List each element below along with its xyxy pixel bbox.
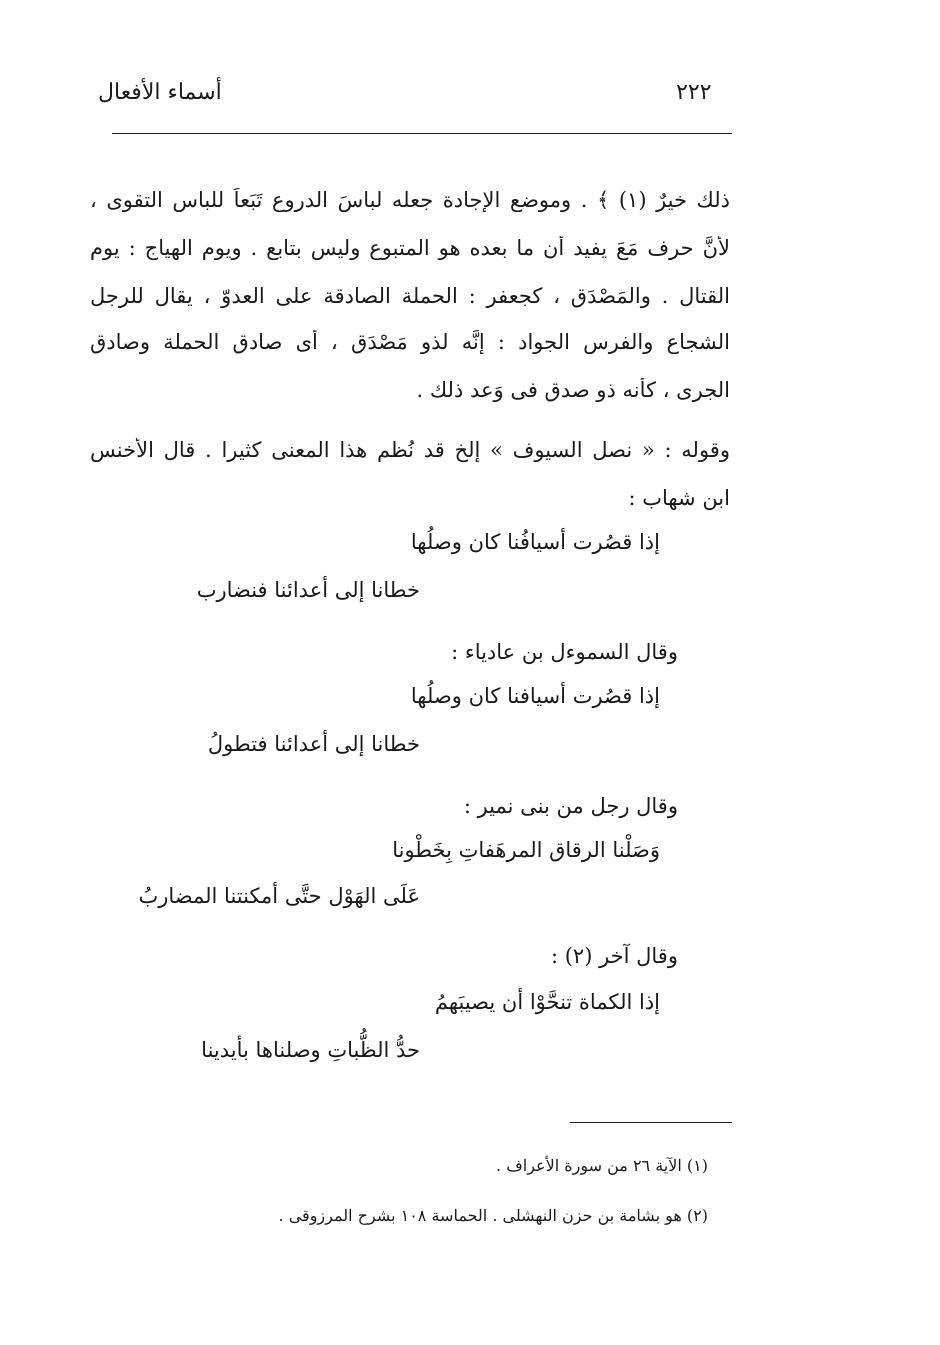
verse-second-hemistich: حدُّ الظُّباتِ وصلناها بأيدينا: [201, 1038, 420, 1062]
paragraph-line: وقوله : « نصل السيوف » إلخ قد نُظم هذا المعنى كثيرا . قال الأخنس: [90, 438, 730, 462]
poem-intro: وقال رجل من بنى نمير :: [463, 794, 678, 818]
paragraph-line: ابن شهاب :: [628, 486, 730, 510]
paragraph-line: ذلك خيرٌ (١) ﴾ . وموضع الإجادة جعله لباسَ الدروع تَبَعاً للباس التقوى ،: [90, 188, 730, 212]
running-title: أسماء الأفعال: [98, 80, 222, 105]
paragraph-line: الشجاع والفرس الجواد : إنَّه لذو مَصْدَق ، أى صادق الحملة وصادق: [90, 330, 730, 354]
poem-intro: وقال السموءل بن عادياء :: [451, 640, 678, 664]
verse-first-hemistich: إذا الكماة تنحَّوْا أن يصيبَهمُ: [434, 990, 660, 1014]
paragraph-line: لأنَّ حرف مَعَ يفيد أن ما بعده هو المتبوع وليس بتابع . ويوم الهِياج : يوم: [90, 236, 730, 260]
paragraph-line: القتال . والمَصْدَق ، كجعفر : الحملة الصادقة على العدوّ ، يقال للرجل: [90, 284, 730, 308]
verse-second-hemistich: خطانا إلى أعدائنا فتطولُ: [207, 732, 420, 756]
footnote: (٢) هو بشامة بن حزن النهشلى . الحماسة ١٠٨ بشرح المرزوقى .: [278, 1206, 708, 1225]
header-rule: [112, 133, 732, 134]
footnote: (١) الآية ٢٦ من سورة الأعراف .: [496, 1156, 708, 1175]
verse-second-hemistich: عَلَى الهَوْل حتَّى أمكنتنا المضاربُ: [138, 884, 420, 908]
verse-first-hemistich: إذا قصُرت أسيافنا كان وصلُها: [410, 684, 660, 708]
verse-first-hemistich: وَصَلْنا الرقاق المرهَفاتِ بِخَطْونا: [392, 838, 660, 862]
verse-second-hemistich: خطانا إلى أعدائنا فنضارب: [196, 578, 420, 602]
page-number: ٢٢٢: [676, 80, 712, 105]
footnote-rule: [570, 1122, 732, 1123]
paragraph-line: الجرى ، كأنه ذو صدق فى وَعد ذلك .: [416, 378, 730, 402]
poem-intro: وقال آخر (٢) :: [550, 944, 678, 968]
verse-first-hemistich: إذا قصُرت أسيافُنا كان وصلُها: [410, 530, 660, 554]
